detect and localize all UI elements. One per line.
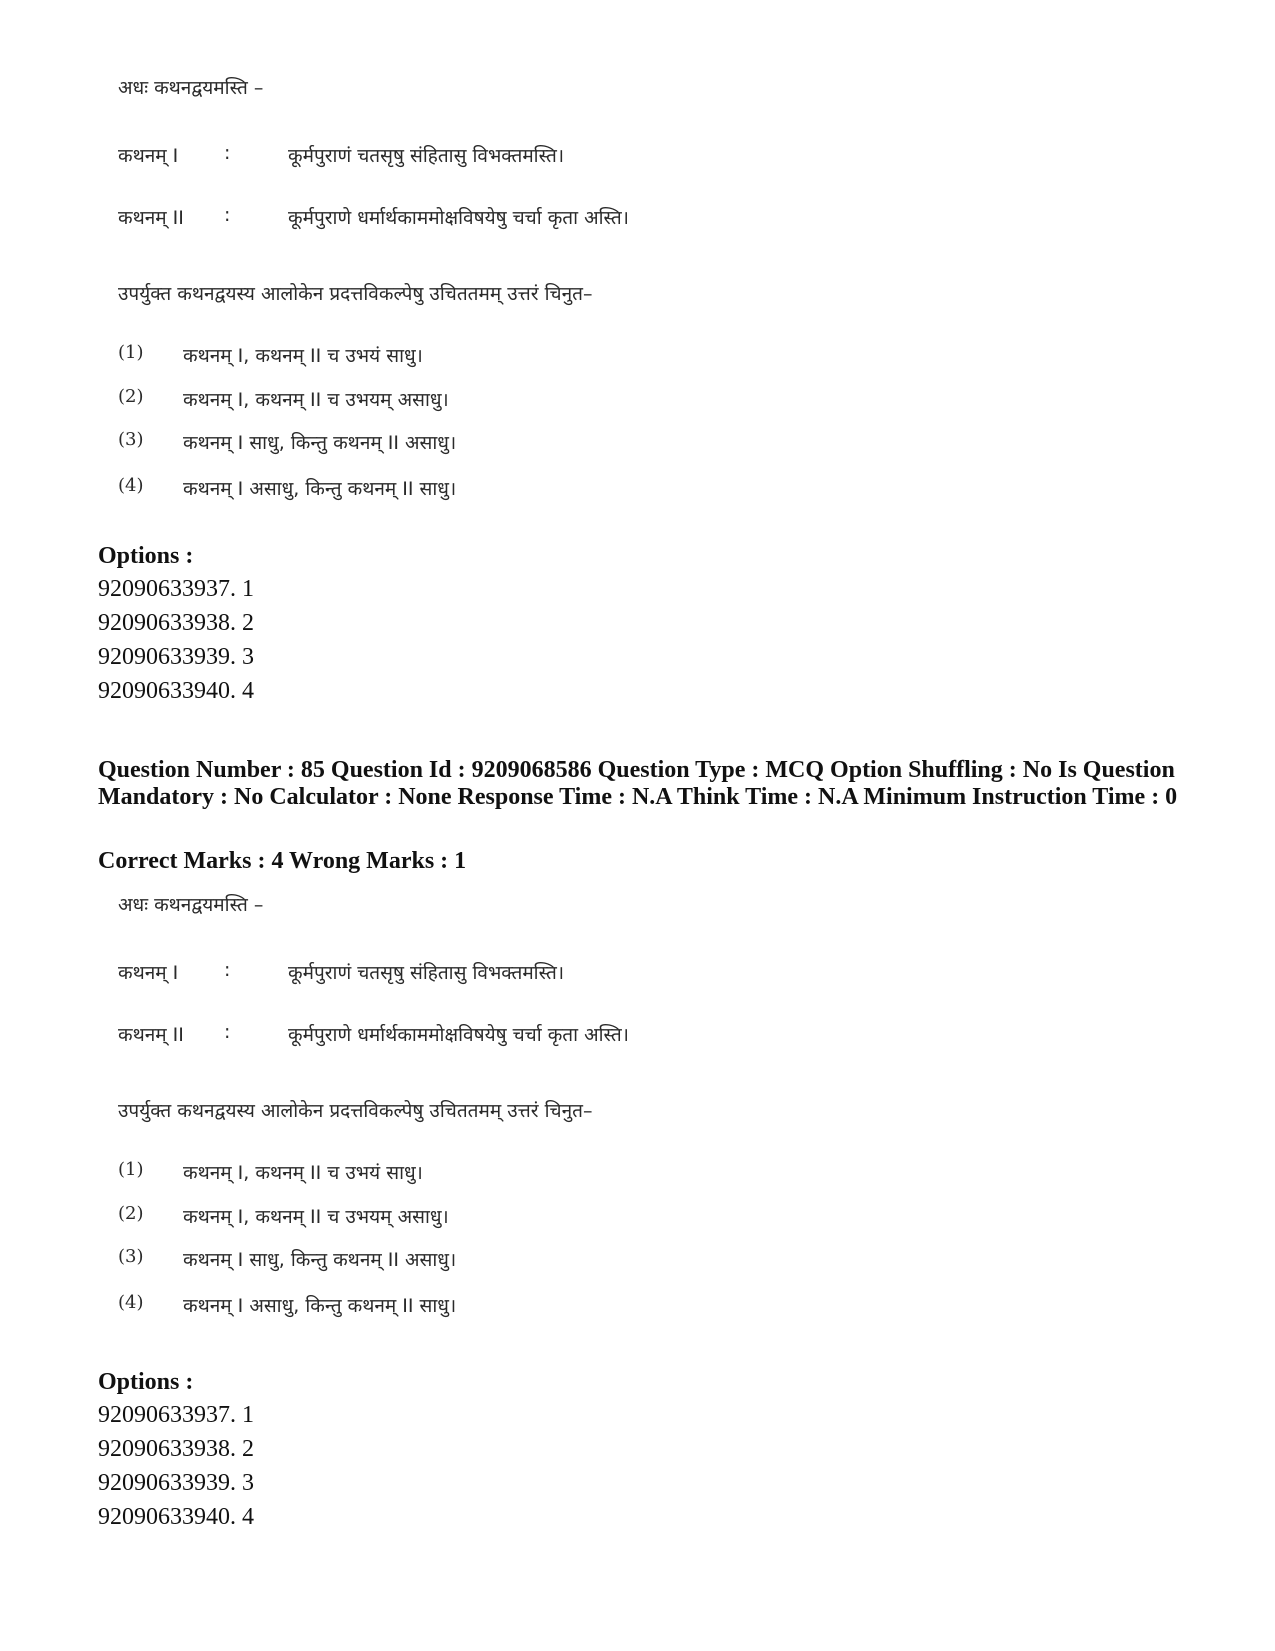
question-intro: अधः कथनद्वयमस्ति –: [118, 77, 264, 99]
choice-number: (2): [118, 1203, 144, 1224]
choice-number: (1): [118, 1159, 144, 1180]
choice-number: (2): [118, 386, 144, 407]
statement-colon: :: [224, 1021, 231, 1043]
statement-colon: :: [224, 959, 231, 981]
choice-text: कथनम् I, कथनम् II च उभयं साधु।: [183, 345, 423, 367]
statement-text: कूर्मपुराणं चतसृषु संहितासु विभक्तमस्ति।: [288, 962, 565, 984]
option-item-4: 92090633940. 4: [98, 1504, 254, 1530]
option-item-3: 92090633939. 3: [98, 1470, 254, 1496]
options-title: Options :: [98, 543, 194, 569]
option-item-1: 92090633937. 1: [98, 576, 254, 602]
option-item-2: 92090633938. 2: [98, 1436, 254, 1462]
option-item-4: 92090633940. 4: [98, 678, 254, 704]
statement-text: कूर्मपुराणं चतसृषु संहितासु विभक्तमस्ति।: [288, 145, 565, 167]
option-item-2: 92090633938. 2: [98, 610, 254, 636]
choice-text: कथनम् I, कथनम् II च उभयम् असाधु।: [183, 389, 449, 411]
question-prompt: उपर्युक्त कथनद्वयस्य आलोकेन प्रदत्तविकल्पेषु उचिततमम् उत्तरं चिनुत–: [118, 1100, 593, 1122]
choice-text: कथनम् I असाधु, किन्तु कथनम् II साधु।: [183, 478, 457, 500]
choice-number: (3): [118, 429, 144, 450]
choice-text: कथनम् I, कथनम् II च उभयम् असाधु।: [183, 1206, 449, 1228]
statement-text: कूर्मपुराणे धर्मार्थकाममोक्षविषयेषु चर्चा कृता अस्ति।: [288, 207, 629, 229]
choice-text: कथनम् I साधु, किन्तु कथनम् II असाधु।: [183, 1249, 457, 1271]
choice-number: (4): [118, 1292, 144, 1313]
choice-text: कथनम् I, कथनम् II च उभयं साधु।: [183, 1162, 423, 1184]
question-intro: अधः कथनद्वयमस्ति –: [118, 894, 264, 916]
statement-label: कथनम् II: [118, 207, 184, 229]
statement-label: कथनम् I: [118, 962, 179, 984]
statement-text: कूर्मपुराणे धर्मार्थकाममोक्षविषयेषु चर्चा कृता अस्ति।: [288, 1024, 629, 1046]
option-item-3: 92090633939. 3: [98, 644, 254, 670]
statement-label: कथनम् I: [118, 145, 179, 167]
choice-number: (4): [118, 475, 144, 496]
statement-label: कथनम् II: [118, 1024, 184, 1046]
question-marks: Correct Marks : 4 Wrong Marks : 1: [98, 848, 467, 874]
choice-text: कथनम् I असाधु, किन्तु कथनम् II साधु।: [183, 1295, 457, 1317]
question-prompt: उपर्युक्त कथनद्वयस्य आलोकेन प्रदत्तविकल्पेषु उचिततमम् उत्तरं चिनुत–: [118, 283, 593, 305]
question-meta: Question Number : 85 Question Id : 9209068586 Question Type : MCQ Option Shuffling : No Is Question Mandatory : No Calculator : None Response Time : N.A Think Time : N.A Minimum Instruction Time : 0: [98, 757, 1178, 810]
choice-number: (1): [118, 342, 144, 363]
statement-colon: :: [224, 204, 231, 226]
statement-colon: :: [224, 142, 231, 164]
choice-number: (3): [118, 1246, 144, 1267]
option-item-1: 92090633937. 1: [98, 1402, 254, 1428]
options-title: Options :: [98, 1369, 194, 1395]
choice-text: कथनम् I साधु, किन्तु कथनम् II असाधु।: [183, 432, 457, 454]
